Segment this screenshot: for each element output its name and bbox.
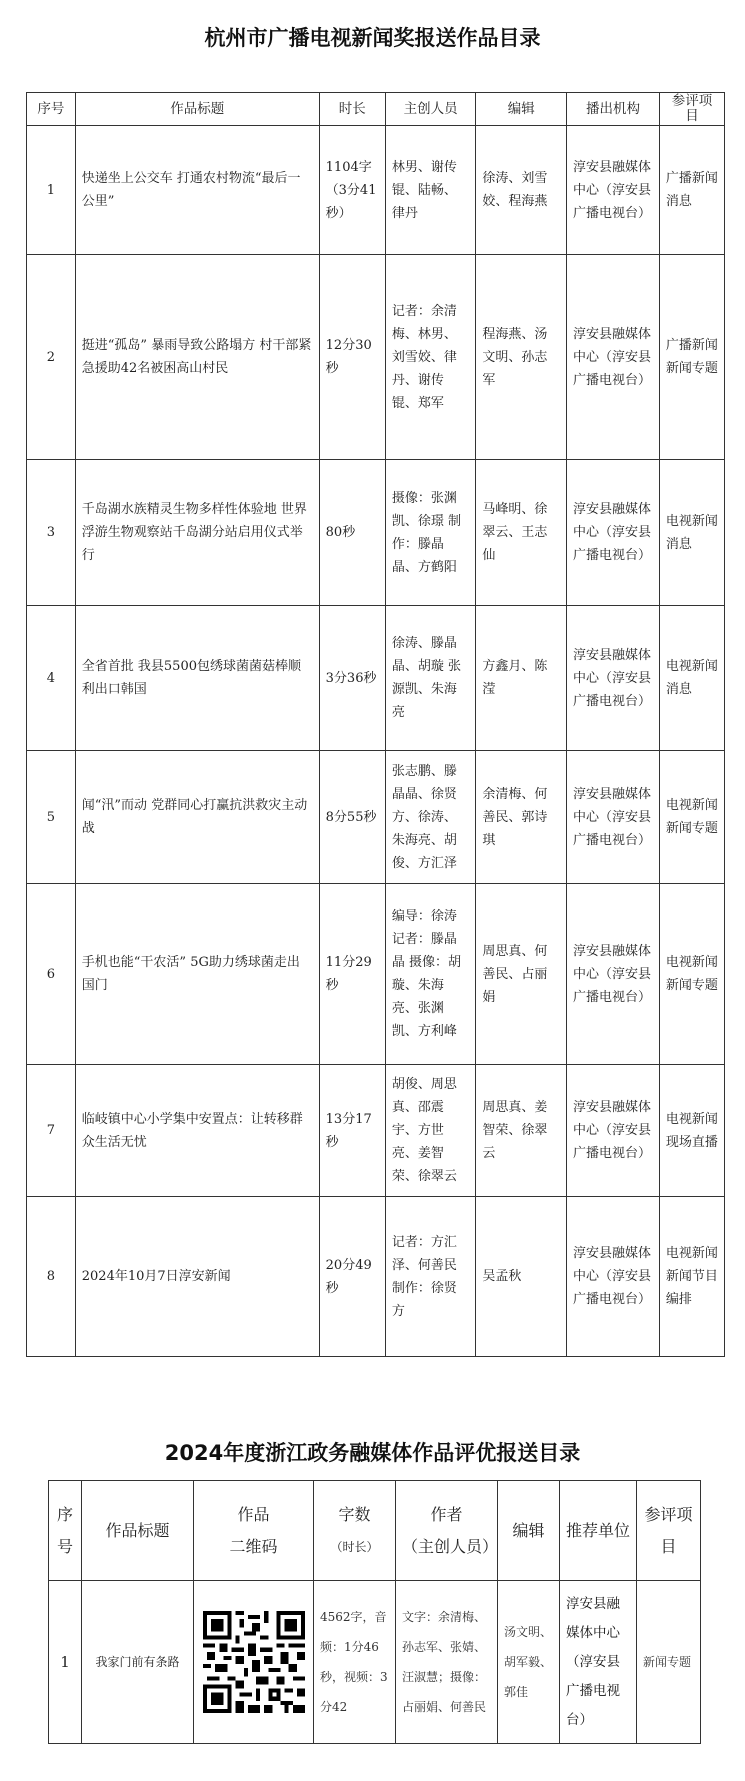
row-no: 6 — [27, 884, 76, 1065]
row-duration: 3分36秒 — [319, 606, 385, 751]
table-row — [27, 460, 725, 606]
row-category: 电视新闻新闻节目编排 — [659, 1197, 724, 1357]
col-header-qr-line1: 作品 — [237, 1504, 270, 1524]
row-creators: 记者：余清梅、林男、刘雪姣、律丹、谢传锟、郑军 — [385, 255, 476, 460]
table-row — [27, 884, 725, 1065]
row-no: 7 — [27, 1065, 76, 1197]
row-title: 临岐镇中心小学集中安置点：让转移群众生活无忧 — [75, 1065, 319, 1197]
row-editors: 方鑫月、陈滢 — [476, 606, 567, 751]
row-editors: 徐涛、刘雪姣、程海燕 — [476, 126, 567, 255]
row-duration: 80秒 — [319, 460, 385, 606]
row-title: 2024年10月7日淳安新闻 — [75, 1197, 319, 1357]
row-creators: 记者：方汇泽、何善民 制作：徐贤方 — [385, 1197, 476, 1357]
row-org: 淳安县融媒体中心（淳安县广播电视台） — [567, 606, 660, 751]
row-unit: 淳安县融媒体中心（淳安县广播电视台） — [560, 1581, 637, 1744]
row-category: 电视新闻新闻专题 — [659, 751, 724, 884]
row-duration: 1104字（3分41秒） — [319, 126, 385, 255]
col-header-creators: 主创人员 — [385, 93, 476, 126]
row-title: 我家门前有条路 — [82, 1581, 194, 1744]
row-editors: 周思真、何善民、占丽娟 — [476, 884, 567, 1065]
col-header-title: 作品标题 — [75, 93, 319, 126]
col-header-author-line1: 作者 — [430, 1504, 463, 1524]
row-duration: 20分49秒 — [319, 1197, 385, 1357]
table-row — [27, 751, 725, 884]
row-org: 淳安县融媒体中心（淳安县广播电视台） — [567, 1197, 660, 1357]
row-duration: 12分30秒 — [319, 255, 385, 460]
col-header-org: 播出机构 — [567, 93, 660, 126]
row-category: 广播新闻新闻专题 — [659, 255, 724, 460]
row-creators: 张志鹏、滕晶晶、徐贤方、徐涛、朱海亮、胡俊、方汇泽 — [385, 751, 476, 884]
row-title: 全省首批 我县5500包绣球菌菌菇棒顺利出口韩国 — [75, 606, 319, 751]
row-creators: 胡俊、周思真、邵震宇、方世亮、姜智荣、徐翠云 — [385, 1065, 476, 1197]
page-title: 杭州市广播电视新闻奖报送作品目录 — [204, 26, 541, 50]
table-row — [27, 606, 725, 751]
works-table — [26, 92, 725, 1357]
row-editors: 余清梅、何善民、郭诗琪 — [476, 751, 567, 884]
row-org: 淳安县融媒体中心（淳安县广播电视台） — [567, 255, 660, 460]
col-header-author-line2: （主创人员） — [402, 1536, 499, 1556]
row-no: 2 — [27, 255, 76, 460]
row-creators: 林男、谢传锟、陆畅、律丹 — [385, 126, 476, 255]
col-header-unit: 推荐单位 — [560, 1481, 637, 1581]
row-category: 电视新闻消息 — [659, 606, 724, 751]
row-org: 淳安县融媒体中心（淳安县广播电视台） — [567, 1065, 660, 1197]
row-count: 4562字，音频：1分46秒，视频：3分42 — [314, 1581, 396, 1744]
row-qr — [194, 1581, 314, 1744]
row-duration: 11分29秒 — [319, 884, 385, 1065]
row-editors: 马峰明、徐翠云、王志仙 — [476, 460, 567, 606]
evaluation-table — [48, 1480, 701, 1744]
table-row — [27, 1065, 725, 1197]
row-org: 淳安县融媒体中心（淳安县广播电视台） — [567, 751, 660, 884]
col-header-category: 参评项目 — [637, 1481, 701, 1581]
row-no: 5 — [27, 751, 76, 884]
col-header-no: 序号 — [49, 1481, 82, 1581]
row-duration: 13分17秒 — [319, 1065, 385, 1197]
col-header-duration: 时长 — [319, 93, 385, 126]
row-title: 闻“汛”而动 党群同心打赢抗洪救灾主动战 — [75, 751, 319, 884]
row-editors: 吴孟秋 — [476, 1197, 567, 1357]
row-no: 3 — [27, 460, 76, 606]
row-no: 8 — [27, 1197, 76, 1357]
col-header-category: 参评项目 — [659, 93, 724, 126]
row-title: 挺进“孤岛” 暴雨导致公路塌方 村干部紧急援助42名被困高山村民 — [75, 255, 319, 460]
row-org: 淳安县融媒体中心（淳安县广播电视台） — [567, 126, 660, 255]
row-category: 广播新闻消息 — [659, 126, 724, 255]
row-creators: 摄像：张渊凯、徐璟 制作：滕晶晶、方鹤阳 — [385, 460, 476, 606]
row-authors: 文字：余清梅、孙志军、张婧、汪淑慧；摄像：占丽娟、何善民 — [396, 1581, 498, 1744]
row-editors: 程海燕、汤文明、孙志军 — [476, 255, 567, 460]
row-duration: 8分55秒 — [319, 751, 385, 884]
col-header-editors: 编辑 — [476, 93, 567, 126]
row-category: 电视新闻消息 — [659, 460, 724, 606]
col-header-author — [396, 1481, 498, 1581]
row-no: 1 — [49, 1581, 82, 1744]
row-creators: 徐涛、滕晶晶、胡璇 张源凯、朱海亮 — [385, 606, 476, 751]
row-editors: 汤文明、胡军毅、郭佳 — [498, 1581, 560, 1744]
row-creators: 编导：徐涛 记者：滕晶晶 摄像：胡璇、朱海亮、张渊凯、方利峰 — [385, 884, 476, 1065]
table-row — [27, 255, 725, 460]
row-editors: 周思真、姜智荣、徐翠云 — [476, 1065, 567, 1197]
row-category: 电视新闻现场直播 — [659, 1065, 724, 1197]
col-header-count-line2: （时长） — [330, 1539, 379, 1554]
table-row — [27, 1197, 725, 1357]
table-row — [49, 1581, 701, 1744]
col-header-count-line1: 字数 — [338, 1504, 371, 1524]
section-title: 2024年度浙江政务融媒体作品评优报送目录 — [164, 1441, 581, 1465]
row-category: 新闻专题 — [637, 1581, 701, 1744]
row-title: 快递坐上公交车 打通农村物流“最后一公里” — [75, 126, 319, 255]
table-header-row — [49, 1481, 701, 1581]
col-header-title: 作品标题 — [82, 1481, 194, 1581]
row-category: 电视新闻新闻专题 — [659, 884, 724, 1065]
col-header-count — [314, 1481, 396, 1581]
row-org: 淳安县融媒体中心（淳安县广播电视台） — [567, 460, 660, 606]
row-no: 4 — [27, 606, 76, 751]
row-no: 1 — [27, 126, 76, 255]
table-header-row — [27, 93, 725, 126]
table-row — [27, 126, 725, 255]
col-header-editor: 编辑 — [498, 1481, 560, 1581]
qr-code-icon — [203, 1611, 305, 1713]
row-title: 千岛湖水族精灵生物多样性体验地 世界浮游生物观察站千岛湖分站启用仪式举行 — [75, 460, 319, 606]
row-title: 手机也能“干农活” 5G助力绣球菌走出国门 — [75, 884, 319, 1065]
row-org: 淳安县融媒体中心（淳安县广播电视台） — [567, 884, 660, 1065]
col-header-qr — [194, 1481, 314, 1581]
col-header-no: 序号 — [27, 93, 76, 126]
col-header-qr-line2: 二维码 — [229, 1536, 278, 1556]
